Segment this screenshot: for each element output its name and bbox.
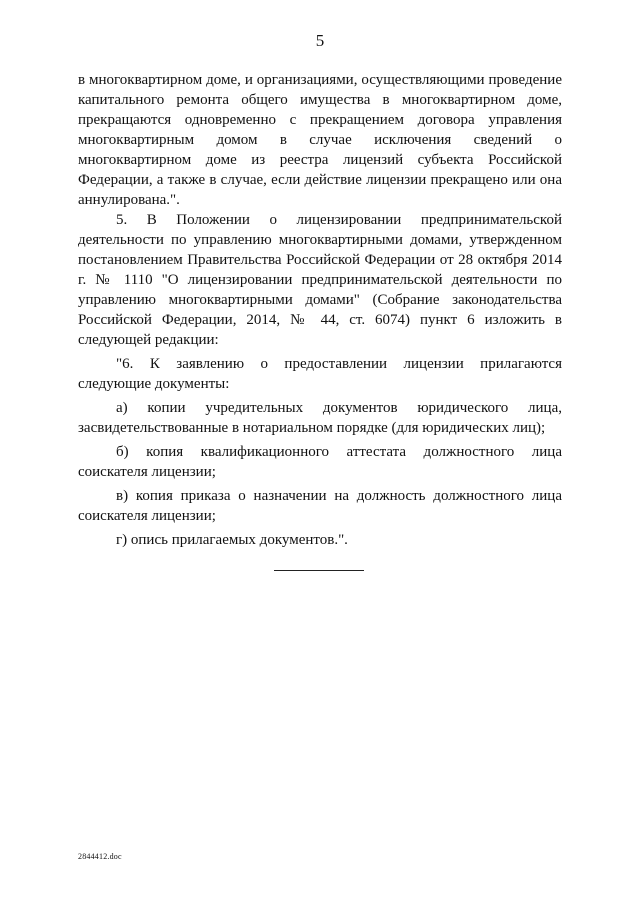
footer-filename: 2844412.doc <box>78 852 122 861</box>
paragraph-subitem-g: г) опись прилагаемых документов.". <box>116 532 348 548</box>
paragraph-subitem-b: б) копия квалификационного аттестата должностного лица соискателя лицензии; <box>78 444 562 480</box>
page-number: 5 <box>315 31 325 50</box>
document-body <box>78 70 562 550</box>
paragraph-continuation: в многоквартирном доме, и организациями, осуществляющими проведение капитального ремонта общего имущества в многоквартирном доме, прекращаются одновременно с прекращением договора управления многоквартирным домом в случае исключения сведений о многоквартирном доме из реестра лицензий субъекта Российской Федерации, а также в случае, если действие лицензии прекращено или она аннулирована.". <box>78 72 562 208</box>
paragraph-item-6-intro: "6. К заявлению о предоставлении лицензии прилагаются следующие документы: <box>78 356 562 392</box>
paragraph-subitem-v: в) копия приказа о назначении на должность должностного лица соискателя лицензии; <box>78 488 562 524</box>
paragraph-item-5: 5. В Положении о лицензировании предпринимательской деятельности по управлению многоквартирными домами, утвержденном постановлением Правительства Российской Федерации от 28 октября 2014 г. № 1110 "О лицензировании предпринимательской деятельности по управлению многоквартирными домами" (Собрание законодательства Российской Федерации, 2014, № 44, ст. 6074) пункт 6 изложить в следующей редакции: <box>78 212 562 348</box>
end-separator-line <box>274 570 364 571</box>
paragraph-subitem-a: а) копии учредительных документов юридического лица, засвидетельствованные в нотариальном порядке (для юридических лиц); <box>78 400 562 436</box>
